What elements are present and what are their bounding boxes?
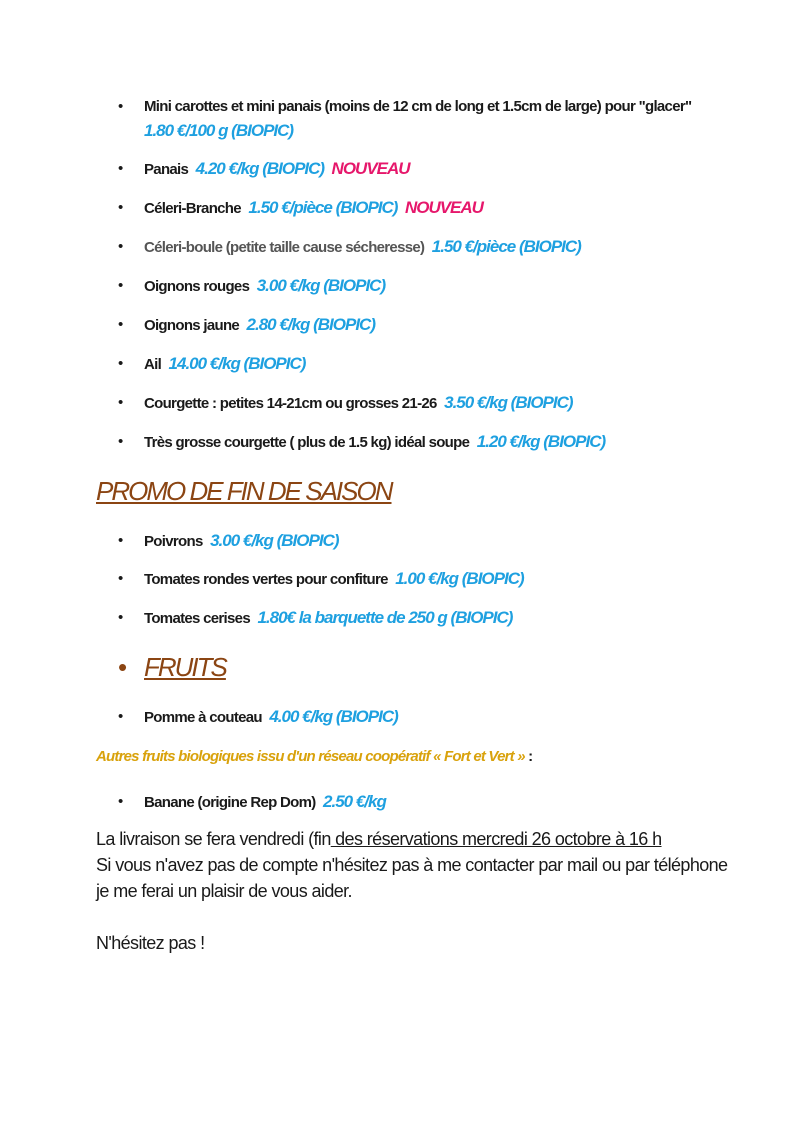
- item-price: 3.50 €/kg (BIOPIC): [444, 393, 573, 412]
- closing-text: N'hésitez pas !: [96, 933, 205, 953]
- item-name: Courgette : petites 14-21cm ou grosses 21-26: [144, 395, 437, 412]
- list-item: [118, 568, 524, 591]
- bullet-icon: •: [118, 160, 123, 177]
- list-item: [118, 275, 386, 298]
- bullet-icon: •: [118, 238, 123, 255]
- item-name: Tomates rondes vertes pour confiture: [144, 571, 388, 588]
- item-price: 1.50 €/pièce (BIOPIC): [248, 198, 398, 217]
- bullet-icon: •: [118, 316, 123, 333]
- item-name: Très grosse courgette ( plus de 1.5 kg) idéal soupe: [144, 434, 470, 451]
- bullet-icon: •: [118, 433, 123, 450]
- bullet-icon: •: [118, 793, 123, 810]
- bullet-icon: •: [118, 199, 123, 216]
- bullet-icon: •: [118, 277, 123, 294]
- coop-colon: :: [524, 748, 533, 765]
- list-item: [118, 530, 339, 553]
- item-name: Tomates cerises: [144, 610, 250, 627]
- item-name: Ail: [144, 356, 162, 373]
- bullet-icon: •: [118, 394, 123, 411]
- coop-note: [96, 748, 532, 765]
- item-price: 2.50 €/kg: [323, 792, 386, 811]
- promo-section-title: PROMO DE FIN DE SAISON: [96, 476, 392, 506]
- item-name: Oignons rouges: [144, 278, 250, 295]
- item-name: Poivrons: [144, 533, 203, 550]
- bullet-icon: •: [118, 355, 123, 372]
- list-item: [118, 607, 513, 630]
- bullet-icon: •: [118, 98, 123, 115]
- list-item: [118, 236, 581, 259]
- item-price: 1.20 €/kg (BIOPIC): [476, 432, 606, 451]
- contact-paragraph: Si vous n'avez pas de compte n'hésitez pas à me contacter par mail ou par téléphone: [96, 855, 728, 875]
- item-name: Céleri-boule (petite taille cause sécheresse): [144, 239, 425, 256]
- bullet-icon: •: [118, 570, 123, 587]
- fruits-section-title: FRUITS: [144, 652, 226, 682]
- item-price: 2.80 €/kg (BIOPIC): [246, 315, 375, 334]
- item-price: 4.20 €/kg (BIOPIC): [195, 159, 325, 178]
- item-name: Mini carottes et mini panais (moins de 12 cm de long et 1.5cm de large) pour "glacer": [144, 98, 692, 115]
- item-price: 1.50 €/pièce (BIOPIC): [431, 237, 581, 256]
- item-name: Oignons jaune: [144, 317, 240, 334]
- item-name: Céleri-Branche: [144, 200, 241, 217]
- list-item: [118, 353, 306, 376]
- list-item: [118, 431, 606, 454]
- bullet-icon: •: [118, 708, 123, 725]
- delivery-text: La livraison se fera vendredi (fin: [96, 829, 331, 849]
- coop-text: Autres fruits biologiques issu d'un réseau coopératif « Fort et Vert »: [96, 748, 525, 765]
- delivery-paragraph: [96, 826, 662, 852]
- list-item: [118, 706, 398, 729]
- item-price: 14.00 €/kg (BIOPIC): [168, 354, 306, 373]
- item-name: Banane (origine Rep Dom): [144, 794, 316, 811]
- item-price: 4.00 €/kg (BIOPIC): [269, 707, 398, 726]
- list-item: [118, 96, 692, 143]
- list-item: [118, 392, 573, 415]
- help-paragraph: je me ferai un plaisir de vous aider.: [96, 881, 352, 901]
- item-price: 1.00 €/kg (BIOPIC): [395, 569, 524, 588]
- item-price: 1.80 €/100 g (BIOPIC): [144, 121, 294, 140]
- bullet-icon: •: [118, 532, 123, 549]
- list-item: [118, 791, 386, 814]
- reservation-deadline: des réservations mercredi 26 octobre à 16 h: [330, 829, 662, 849]
- list-item: [118, 197, 483, 220]
- item-price: 1.80€ la barquette de 250 g (BIOPIC): [257, 608, 513, 627]
- new-badge: NOUVEAU: [331, 159, 410, 178]
- item-name: Panais: [144, 161, 189, 178]
- bullet-icon: •: [118, 609, 123, 626]
- list-item: [118, 158, 410, 181]
- bullet-icon: •: [118, 652, 128, 682]
- item-price: 3.00 €/kg (BIOPIC): [210, 531, 339, 550]
- new-badge: NOUVEAU: [404, 198, 483, 217]
- item-name: Pomme à couteau: [144, 709, 262, 726]
- item-price: 3.00 €/kg (BIOPIC): [256, 276, 386, 295]
- list-item: [118, 314, 375, 337]
